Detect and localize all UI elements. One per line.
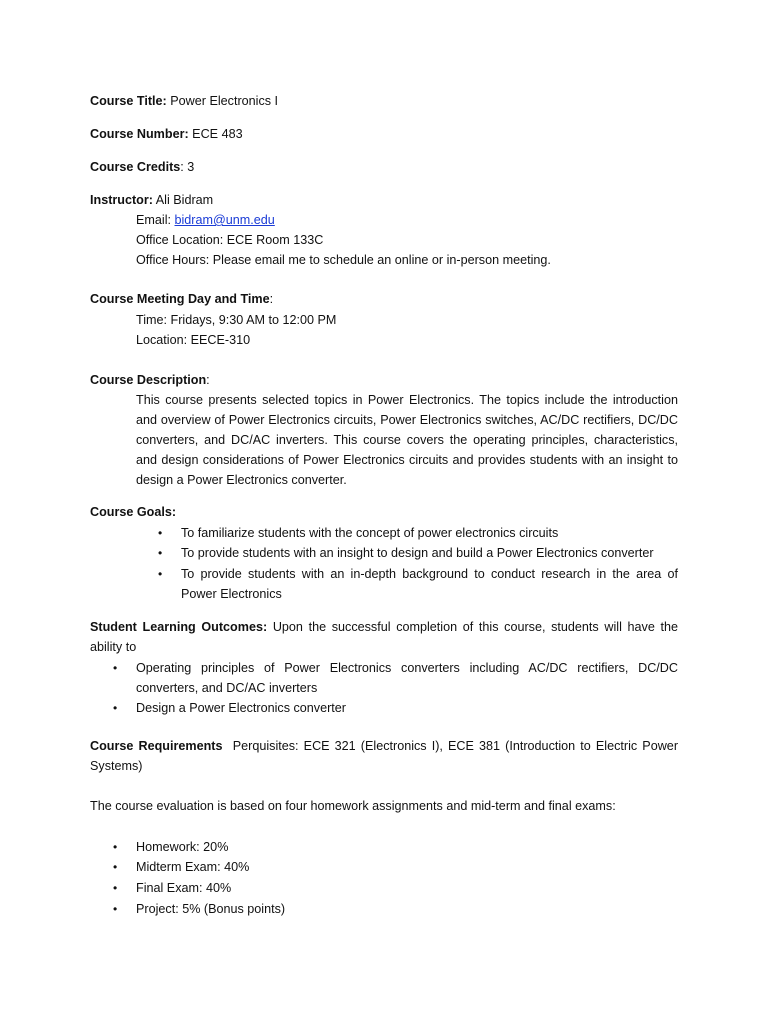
description-text: This course presents selected topics in Power Electronics. The topics include the introduction and overview of Power Electronics circuits, Power Electronics switches, AC/DC rectifiers, DC/DC converters, and DC/AC inverters. This course covers the operating principles, characteristics, and design considerations of Power Electronics circuits and provides students with an insight to design a Power Electronics converter. [136,393,678,487]
course-number-label: Course Number: [90,127,189,141]
goal-item: To familiarize students with the concept of power electronics circuits [181,526,559,540]
email-link[interactable]: bidram@unm.edu [174,213,275,227]
outcome-bullet: • [113,661,118,675]
outcome-item: Operating principles of Power Electronics converters including AC/DC rectifiers, DC/DC converters, and DC/AC inverters [136,661,678,695]
evaluation-text: The course evaluation is based on four homework assignments and mid-term and final exams: [90,799,616,813]
goal-bullet: • [158,567,163,581]
outcome-item: Design a Power Electronics converter [136,701,346,715]
office-hours: Office Hours: Please email me to schedule an online or in-person meeting. [136,253,551,267]
office-location: Office Location: ECE Room 133C [136,233,324,247]
course-credits-value: : 3 [180,160,195,174]
course-title-line [90,93,278,109]
evaluation-bullet: • [113,881,118,895]
requirements-label: Course Requirements [90,739,223,753]
meeting-heading [90,291,273,307]
instructor-line [90,192,213,208]
outcomes-text: Upon the successful completion of this course, students will have the ability to [90,620,678,654]
evaluation-item: Final Exam: 40% [136,881,232,895]
goal-bullet: • [158,526,163,540]
instructor-label: Instructor: [90,193,153,207]
course-credits-label: Course Credits [90,160,181,174]
meeting-label: Course Meeting Day and Time [90,292,270,306]
email-label: Email: [136,213,175,227]
outcomes-label: Student Learning Outcomes: [90,620,268,634]
goal-item: To provide students with an in-depth background to conduct research in the area of Power Electronics [181,567,678,601]
course-credits-line [90,159,194,175]
outcomes-paragraph [90,617,678,657]
course-number-line [90,126,243,142]
evaluation-item: Homework: 20% [136,840,229,854]
requirements-text: Perquisites: ECE 321 (Electronics I), ECE 381 (Introduction to Electric Power Systems) [90,739,679,773]
requirements-paragraph [90,736,678,776]
description-heading [90,372,210,388]
course-title-label: Course Title: [90,94,167,108]
course-title-value: Power Electronics I [166,94,279,108]
meeting-colon: : [269,292,274,306]
description-colon: : [206,373,210,387]
instructor-name: Ali Bidram [152,193,214,207]
description-label: Course Description [90,373,207,387]
evaluation-bullet: • [113,840,118,854]
meeting-time: Time: Fridays, 9:30 AM to 12:00 PM [136,313,337,327]
meeting-location: Location: EECE-310 [136,333,251,347]
course-number-value: ECE 483 [188,127,243,141]
evaluation-item: Project: 5% (Bonus points) [136,902,286,916]
evaluation-bullet: • [113,902,118,916]
goal-bullet: • [158,546,163,560]
goal-item: To provide students with an insight to design and build a Power Electronics converter [181,546,654,560]
goals-heading: Course Goals: [90,505,177,519]
evaluation-item: Midterm Exam: 40% [136,860,250,874]
instructor-email-line [136,212,275,228]
outcome-bullet: • [113,701,118,715]
evaluation-bullet: • [113,860,118,874]
